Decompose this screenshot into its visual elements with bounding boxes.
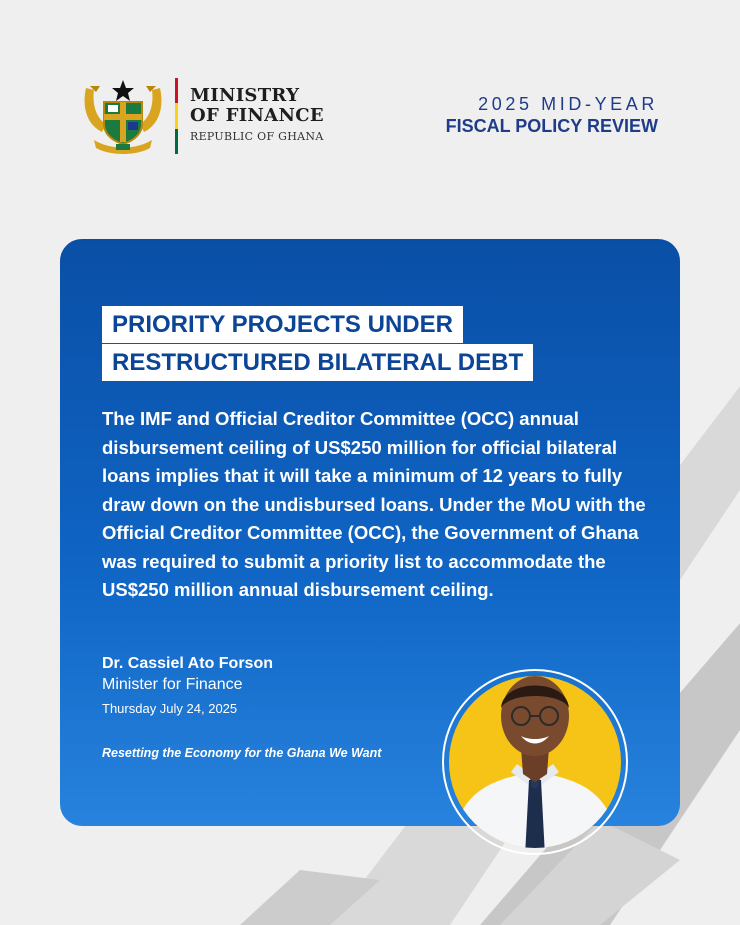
header	[0, 0, 740, 200]
flag-divider	[175, 78, 178, 154]
author-block	[102, 654, 273, 719]
ministry-line-3: REPUBLIC OF GHANA	[190, 130, 324, 143]
card-title-line-1: PRIORITY PROJECTS UNDER	[102, 306, 463, 343]
ministry-logo-text	[190, 86, 324, 145]
review-title: FISCAL POLICY REVIEW	[445, 116, 658, 136]
author-role: Minister for Finance	[102, 676, 243, 693]
card-body-text: The IMF and Official Creditor Committee (OCC) annual disbursement ceiling of US$250 million for official bilateral loans implies that it will take a minimum of 12 years to fully draw down on the undisbursed loans. Under the MoU with the Official Creditor Committee (OCC), the Government of Ghana was required to submit a priority list to accommodate the US$250 million annual disbursement ceiling.	[102, 408, 646, 600]
review-year: 2025 MID-YEAR	[478, 94, 658, 114]
ministry-line-1: MINISTRY	[190, 85, 300, 106]
card-title-line-2: RESTRUCTURED BILATERAL DEBT	[102, 344, 533, 381]
author-name: Dr. Cassiel Ato Forson	[102, 655, 273, 672]
tagline: Resetting the Economy for the Ghana We Want	[102, 746, 382, 760]
publication-date: Thursday July 24, 2025	[102, 701, 238, 716]
ministry-line-2: OF FINANCE	[190, 105, 324, 126]
coat-of-arms-icon	[80, 78, 166, 154]
review-heading	[446, 93, 658, 137]
minister-portrait	[441, 668, 629, 856]
